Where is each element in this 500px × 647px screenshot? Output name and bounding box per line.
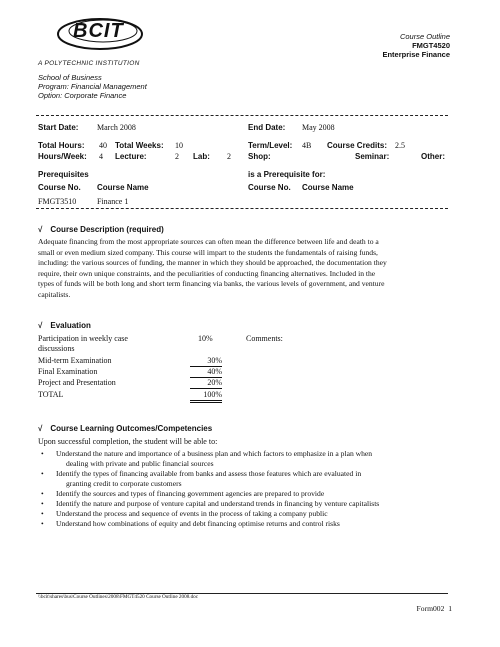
prereq-for-title: is a Prerequisite for: <box>248 170 326 179</box>
total-weeks-value: 10 <box>175 141 183 150</box>
outcomes-intro: Upon successful completion, the student will be able to: <box>38 437 218 446</box>
prereq-for-col-name: Course Name <box>302 183 354 192</box>
eval-pct-midterm: 30% <box>190 356 222 367</box>
lecture-label: Lecture: <box>115 152 147 161</box>
evaluation-comments-label: Comments: <box>246 334 283 343</box>
header-divider <box>36 115 448 116</box>
list-item: • Understand the process and sequence of events in the process of taking a company public <box>56 509 456 519</box>
eval-item-final: Final Examination <box>38 367 98 376</box>
eval-pct-project: 20% <box>190 378 222 389</box>
eval-item-total: TOTAL <box>38 390 64 399</box>
term-value: 4B <box>302 141 312 150</box>
footer-form: Form002 1 <box>416 604 452 613</box>
prereq-title: Prerequisites <box>38 170 89 179</box>
shop-label: Shop: <box>248 152 271 161</box>
eval-item-project: Project and Presentation <box>38 378 116 387</box>
prereq-for-col-no: Course No. <box>248 183 291 192</box>
total-weeks-label: Total Weeks: <box>115 141 164 150</box>
prereq-course-name: Finance 1 <box>97 197 129 206</box>
logo-tagline: A POLYTECHNIC INSTITUTION <box>38 60 140 67</box>
prereq-course-no: FMGT3510 <box>38 197 77 206</box>
prereq-col-name: Course Name <box>97 183 149 192</box>
prereq-divider <box>36 208 448 209</box>
list-item: • Identify the types of financing available from banks and assess those features which are evaluated in granting credit to corporate customers <box>56 469 456 489</box>
start-date-value: March 2008 <box>97 123 136 132</box>
total-hours-value: 40 <box>99 141 107 150</box>
seminar-label: Seminar: <box>355 152 390 161</box>
description-body: Adequate financing from the most appropriate sources can often mean the difference between life and death to a small or even medium sized company. This course will impart to the students the fundamentals of raising funds, including: the various sources of funding, the manner in which they should be approached, the documentation they require, their own unique constraints, and the peculiarities of conducting financing alternatives. Included in the types of funds will be both long and short term financing via banks, the various levels of government, and venture capitalists. <box>38 237 387 299</box>
doc-type: Course Outline <box>399 32 450 41</box>
term-label: Term/Level: <box>248 141 293 150</box>
course-title: Enterprise Finance <box>382 50 450 59</box>
evaluation-heading: √ Evaluation <box>38 321 91 330</box>
prereq-col-no: Course No. <box>38 183 81 192</box>
footer-path: \\bcit\shares\bus\Course Outlines\2008\FMGT4520 Course Outline 2008.doc <box>38 594 199 600</box>
credits-value: 2.5 <box>395 141 405 150</box>
program: Program: Financial Management <box>38 82 147 91</box>
course-code: FMGT4520 <box>412 41 450 50</box>
logo-text: BCIT <box>73 20 124 42</box>
list-item: • Identify the sources and types of financing government agencies are prepared to provide <box>56 489 456 499</box>
end-date-label: End Date: <box>248 123 286 132</box>
hours-week-value: 4 <box>99 152 103 161</box>
outcomes-heading: √ Course Learning Outcomes/Competencies <box>38 424 213 433</box>
other-label: Other: <box>421 152 445 161</box>
start-date-label: Start Date: <box>38 123 79 132</box>
page-number: 1 <box>448 604 452 613</box>
list-item: • Understand how combinations of equity and debt financing optimise returns and control risks <box>56 519 456 529</box>
lab-value: 2 <box>227 152 231 161</box>
list-item: • Identify the nature and purpose of venture capital and understand trends in financing by venture capitalists <box>56 499 456 509</box>
end-date-value: May 2008 <box>302 123 335 132</box>
outcomes-list <box>56 449 456 529</box>
eval-item-participation: Participation in weekly case discussions <box>38 334 128 353</box>
lecture-value: 2 <box>175 152 179 161</box>
school: School of Business <box>38 73 102 82</box>
description-heading: √ Course Description (required) <box>38 225 164 234</box>
eval-pct-final: 40% <box>190 367 222 378</box>
credits-label: Course Credits: <box>327 141 388 150</box>
option: Option: Corporate Finance <box>38 91 127 100</box>
hours-week-label: Hours/Week: <box>38 152 87 161</box>
list-item: • Understand the nature and importance of a business plan and which factors to emphasize in a plan when dealing with private and public financial sources <box>56 449 456 469</box>
total-hours-label: Total Hours: <box>38 141 85 150</box>
eval-pct-total: 100% <box>190 390 222 403</box>
eval-item-midterm: Mid-term Examination <box>38 356 112 365</box>
lab-label: Lab: <box>193 152 210 161</box>
eval-pct-participation: 10% <box>198 334 213 343</box>
